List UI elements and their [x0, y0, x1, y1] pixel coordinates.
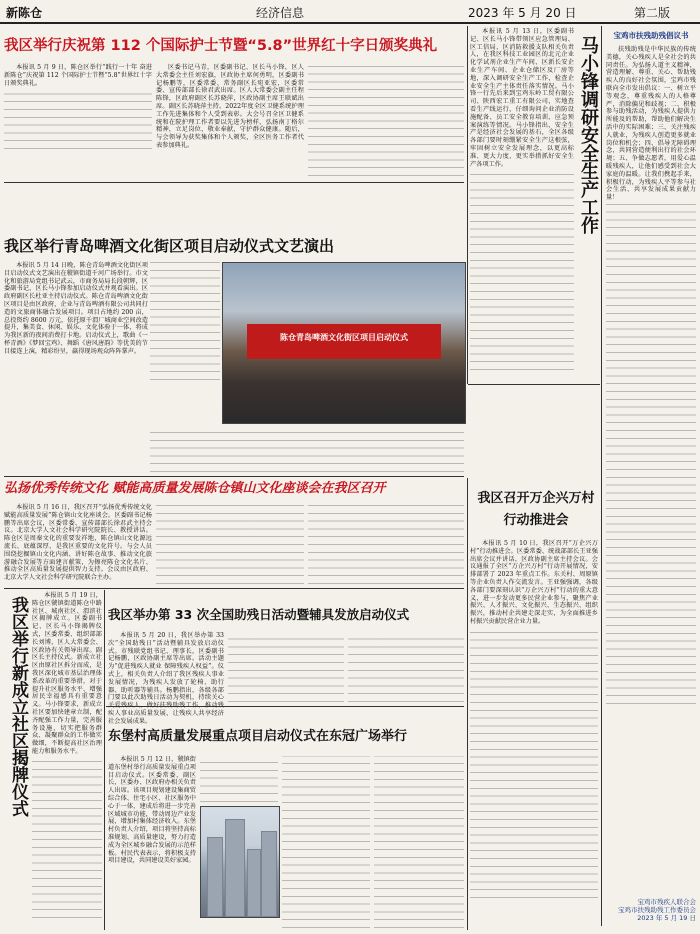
wenhua-column-1: 本报讯 5 月 16 日，我区召开“弘扬优秀传统文化 赋能高质量发展”陈仓镇山文化座谈会。区委副书记杨鹏等出席会议，区委常委、宣传部部长徐君武主持会议。北京大学人文社会科学研究院院长、教授讲话。陈仓区是周秦文化的重要发祥地，陈仓镇山文化源远流长、底蕴深厚，是我区重要的文化符号。与会人员围绕挖掘镇山文化内涵、讲好陈仓故事、推动文化旅游融合发展等方面建言献策，为擦亮陈仓文化名片、推动全区高质量发展提供智力支持。会议由区政府、北京大学人文社会科学研究院联合主办。: [4, 504, 152, 582]
section-divider: [4, 476, 464, 477]
qingdao-headline: 我区举行青岛啤酒文化街区项目启动仪式文艺演出: [4, 237, 335, 255]
dongcun-column-1: 本报讯 5 月 12 日，虢镇街道东堡村举行高质量发展重点项目启动仪式。区委常委、副区长，区委办、区政府办相关负责人出席。该项目规划建设集商贸综合体、住宅小区、社区服务中心于一体，建成后将进一步完善区域城市功能，带动周边产业发展，增加村集体经济收入。东堡村负责人介绍，项目将坚持高标准规划、高质量建设，努力打造成为全区城乡融合发展的示范样板。村民代表表示，将积极支持项目建设，共同建设美好家园。: [108, 756, 196, 865]
building: [247, 849, 261, 917]
sidebar-text-fill: [606, 204, 696, 704]
community-headline: 我区举行新成立社区揭牌仪式: [8, 596, 28, 817]
section-name: 经济信息: [256, 6, 305, 20]
community-body: 本报讯 5 月 19 日，陈仓区虢镇街道陈仓中路社区、城南社区、渭滨社区揭牌成立。区委副书记、区长马小锋揭牌仪式，区委常委、组织部部长刘博，区人大常委会、区政协有关领导出席。副区长主持仪式。新成立社区由原社区拆分而成，是我区深化城市基层治理体系改革的重要举措，对于提升社区服务水平、增强居民幸福感具有重要意义。马小锋要求，新成立社区要加快建章立制，配齐配强工作力量，完善服务设施，切实把服务群众、凝聚群众的工作做实做细，不断提高社区治理能力和服务水平。: [32, 592, 102, 930]
handicap-column-1: 本报讯 5 月 20 日，我区举办第 33 次“全国助残日”活动暨辅具发放启动仪式。市残联党组书记、理事长，区委副书记杨鹏，区政协副主席等出席。活动主题为“促进残疾人就业 保障残疾人权益”。仪式上，相关负责人介绍了我区残疾人事业发展情况，为残疾人发放了轮椅、助行器、助听器等辅具。杨鹏指出，各级各部门要以此次助残日活动为契机，持续关心 疾人事业高质量发展，让残疾人共享经济社会发展成果。: [108, 632, 224, 725]
nurses-headline: 我区举行庆祝第 112 个国际护士节暨“5.8”世界红十字日颁奖典礼: [4, 38, 438, 54]
nurses-column-2: 区委书记马青，区委副书记、区长马小锋，区人大常委会主任刘宏旗，区政协主席何勇明，区委副书记杨鹏等，区委常委、常务副区长宛亚宏，区委常委、宣传部部长徐君武出席。区人大常委会副主任程陈锋，区政府副区长苏晓萍，区政协副主席王联斌出席。副区长苏晓萍主持。2022年度全区卫健系统护理工作先进集体和个人受到表彰。大会号召全区卫健系统和在院护理工作者要以先进为榜样，弘扬南丁格尔精神，立足岗位，敬业奉献，守护群众健康。随后，与会领导为获奖集体和个人颁奖，全区医务工作者代表参加典礼。: [156, 64, 304, 149]
qingdao-text-bottom: [150, 426, 464, 472]
wenhua-column-2: [156, 504, 304, 584]
qingdao-column-2: [150, 262, 220, 380]
dongcun-column-4: [374, 756, 464, 928]
column-divider: [467, 478, 468, 930]
page-header: [0, 0, 700, 24]
handicap-column-2: [228, 632, 344, 702]
section-divider: [468, 384, 600, 385]
dongcun-headline: 东堡村高质量发展重点项目启动仪式在东冠广场举行: [108, 729, 408, 744]
building: [261, 831, 277, 917]
signature-date: 2023 年 5 月 19 日: [637, 914, 696, 922]
mxf-body: 本报讯 5 月 13 日，区委副书记、区长马小锋带领区应急管理局、区工信局、区消防救援支队相关负责人，在我区科技工业园区的北元企业化学试剂企业生产车间、区新长安企业生产车间、企业仓储区及厂房等地，深入调研安全生产工作，检查企业安全生产主体责任落实情况。马小锋一行先后来到宝鸡东岭工贸有限公司、陕西宏工重工有限公司，实地查看生产线运行，仔细询问企业消防设施配备、员工安全教育培训、应急预案演练等情况。马小锋指出，安全生产是经济社会发展的基石，全区各级各部门要时刻绷紧安全生产这根弦，牢固树立安全发展理念，以更高标准、更大力度、更实举措抓好安全生产各项工作。: [470, 28, 574, 382]
mxf-headline: 马小锋调研安全生产工作: [578, 36, 599, 234]
qingdao-photo: [222, 262, 466, 424]
handicap-headline: 我区举办第 33 次全国助残日活动暨辅具发放启动仪式: [108, 607, 410, 622]
page-number: 第二版: [634, 6, 671, 20]
signature-org2: 宝鸡市扶残助残工作委员会: [618, 906, 696, 914]
column-divider: [104, 590, 105, 930]
building: [207, 837, 223, 917]
wanxing-headline: 我区召开万企兴万村行动推进会: [477, 491, 595, 528]
sidebar-signature: [606, 898, 696, 932]
signature-org: 宝鸡市残疾人联合会: [637, 898, 696, 906]
wanxing-text-fill: [470, 628, 598, 898]
nurses-column-1: 本报讯 5 月 9 日，陈仓区举行“践行一十年 奋进新陈仓”庆祝第 112 个国际护士节暨“5.8”世界红十字日颁奖典礼。: [4, 64, 152, 176]
wenhua-headline: 弘扬优秀传统文化 赋能高质量发展陈仓镇山文化座谈会在我区召开: [4, 481, 386, 496]
sidebar-title: 宝鸡市扶残助残倡议书: [613, 31, 689, 40]
sidebar-body: 扶残助残是中华民族的传统美德，关心残疾人是全社会的共同责任。为弘扬人道主义精神，营造理解、尊重、关心、帮助残疾人的良好社会氛围，宝鸡市残联向全市发出倡议：一、树立平等观念，尊重残疾人的人格尊严，消除偏见和歧视；二、积极参与助残活动，为残疾人提供力所能及的帮助，帮助他们解决生活中的实际困难；三、关注残疾人就业，为残疾人创造更多就业岗位和机会；四、倡导无障碍理念，共同营造便利出行的社会环境；五、争做志愿者，用爱心温暖残疾人，让他们感受到社会大家庭的温暖。让我们携起手来，积极行动，为残疾人平等参与社会生活、共享发展成果贡献力量！: [606, 46, 696, 892]
community-text-fill: [32, 758, 102, 918]
wanxing-body: 本报讯 5 月 10 日，我区召开“万企兴万村”行动推进会。区委常委、统战部部长王亚强出席会议并讲话，区政协副主席主持会议。会议通报了全区“万企兴万村”行动开展情况，安排部署了 2023 年重点工作。东关村、周原镇等企业负责人作交流发言。王亚强强调，各级各部门要深刻认识“万企兴万村”行动的重大意义，进一步发动更多民营企业参与，聚焦产业振兴、人才振兴、文化振兴、生态振兴、组织振兴，推动村企共建走深走实，为全面推进乡村振兴贡献民营企业力量。: [470, 540, 598, 930]
nurses-text-fill: [4, 89, 152, 149]
section-divider: [4, 182, 464, 183]
issue-date: 2023 年 5 月 20 日: [468, 6, 577, 20]
sidebar-divider: [601, 26, 602, 926]
building: [225, 819, 245, 917]
dongcun-column-3: [282, 756, 370, 928]
qingdao-column-1: 本报讯 5 月 14 日晚，陈仓青岛啤酒文化街区项目启动仪式文艺演出在虢镇街道千河广场举行。市文化和旅游局党组书记武云，市商务局局长段朝辉，区委副书记、区长马小锋参加启动仪式并观看演出。区政府副区长杜亚主持启动仪式。陈仓青岛啤酒文化街区项目是由区政府，企业与青岛啤酒有限公司共同打造的文旅商体融合发展项目。项目占地约 200 亩，总投资约 8600 万元，依托原千渭厂城商业空间改造提升，集美食、休闲、娱乐、文化体验于一体，将成为我区新的夜间消费打卡地。启动仪式上，歌曲《一杯青酒》《梦回宝鸡》、舞蹈《唐风唐韵》等优美的节目接连上演，精彩纷呈，赢得现场观众阵阵掌声。: [4, 262, 148, 355]
stage-banner-text: 陈仓青岛啤酒文化街区项目启动仪式: [279, 332, 408, 342]
handicap-column-3: [348, 632, 464, 702]
dongcun-rendering: [200, 806, 280, 918]
paper-name: 新陈仓: [6, 6, 43, 20]
nurses-column-3: [308, 64, 464, 176]
section-divider: [4, 588, 464, 589]
section-divider: [106, 706, 464, 707]
dongcun-column-2: [200, 756, 278, 802]
mxf-text-fill: [470, 170, 574, 370]
column-divider: [467, 26, 468, 384]
wenhua-column-3: [308, 504, 464, 584]
